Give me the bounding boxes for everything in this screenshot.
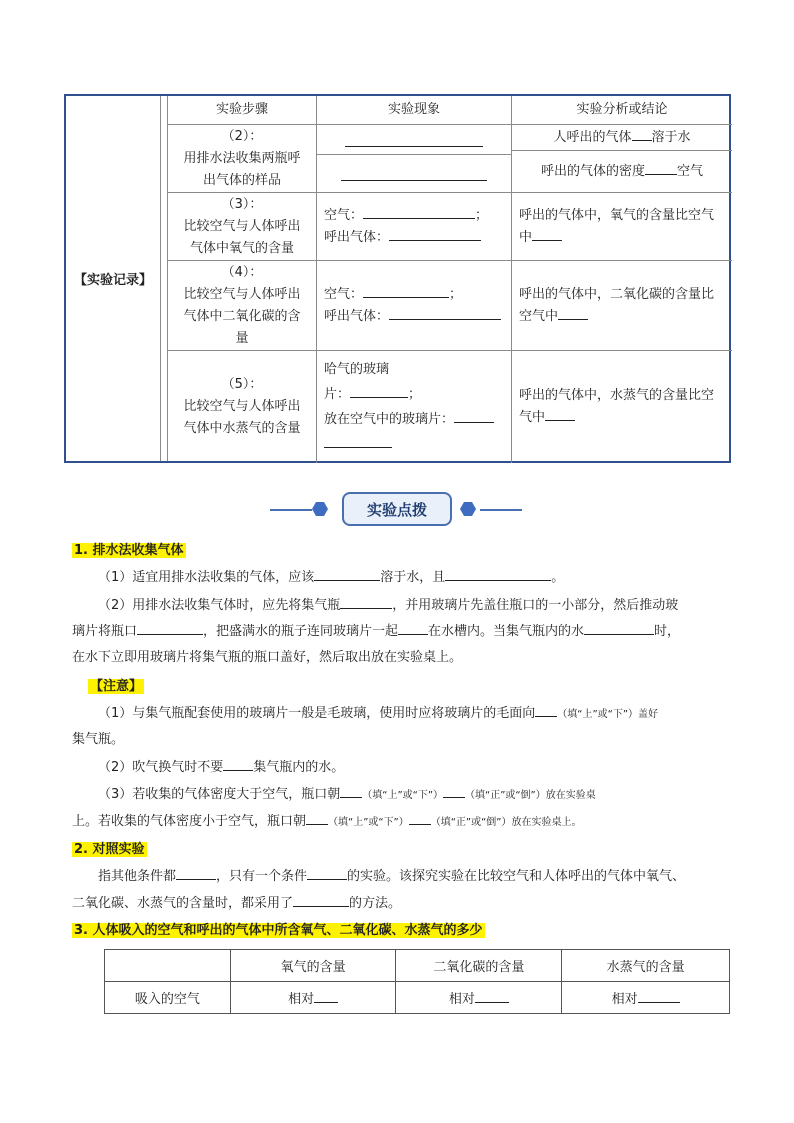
answer-blank[interactable]	[340, 595, 392, 609]
table-header: 二氧化碳的含量	[396, 950, 562, 982]
note-heading: 【注意】	[90, 679, 143, 694]
answer-blank[interactable]	[532, 227, 562, 241]
answer-blank[interactable]	[137, 621, 203, 635]
section-3-heading: 3. 人体吸入的空气和呼出的气体中所含氧气、二氧化碳、水蒸气的多少	[74, 923, 483, 938]
answer-blank[interactable]	[176, 866, 216, 880]
note-2: （2）吹气换气时不要 集气瓶内的水。	[72, 757, 732, 779]
answer-blank[interactable]	[340, 784, 362, 798]
hexagon-icon	[312, 502, 328, 516]
step-3-conclusion: 呼出的气体中，氧气的含量比空气 中	[512, 193, 732, 261]
section-banner	[270, 490, 524, 530]
s1-para-2-cont: 璃片将瓶口 ，把盛满水的瓶子连同玻璃片一起 在水槽内。当集气瓶内的水 时，	[72, 621, 742, 643]
step-4-cell: （4）： 比较空气与人体呼出 气体中二氧化碳的含 量	[168, 261, 317, 351]
answer-blank[interactable]	[454, 409, 494, 423]
answer-blank[interactable]	[443, 784, 465, 798]
record-label: 【实验记录】	[66, 96, 161, 461]
table-cell	[105, 950, 231, 982]
answer-blank[interactable]	[314, 989, 338, 1003]
record-grid	[167, 96, 729, 461]
step-4-conclusion: 呼出的气体中，二氧化碳的含量比 空气中	[512, 261, 732, 351]
answer-blank[interactable]	[363, 284, 449, 298]
section-2-heading: 2. 对照实验	[74, 842, 145, 857]
table-header-row	[105, 950, 730, 982]
answer-blank[interactable]	[638, 989, 680, 1003]
s1-para-2-end: 在水下立即用玻璃片将集气瓶的瓶口盖好，然后取出放在实验桌上。	[72, 650, 463, 665]
step-2-line1: 用排水法收集两瓶呼	[183, 150, 301, 166]
step-4-phenomenon: 空气： ； 呼出气体：	[317, 261, 512, 351]
s1-para-2: （2）用排水法收集气体时，应先将集气瓶 ，并用玻璃片先盖住瓶口的一小部分，然后推动玻	[72, 595, 742, 617]
answer-blank[interactable]	[445, 567, 551, 581]
s2-para-1: 指其他条件都 ，只有一个条件 的实验。该探究实验在比较空气和人体呼出的气体中氧气、	[72, 866, 732, 888]
step-2-phenomenon-a	[317, 125, 512, 155]
table-row	[105, 982, 730, 1014]
answer-blank[interactable]	[341, 167, 487, 181]
answer-blank[interactable]	[307, 866, 347, 880]
note-3: （3）若收集的气体密度大于空气，瓶口朝 （填“上”或“下”） （填“正”或“倒”）放在实验桌	[72, 784, 732, 807]
comparison-table	[104, 949, 730, 1014]
step-5-phenomenon: 哈气的玻璃 片： ； 放在空气中的玻璃片：	[317, 351, 512, 463]
answer-blank[interactable]	[398, 621, 428, 635]
answer-blank[interactable]	[409, 811, 431, 825]
table-header: 氧气的含量	[230, 950, 396, 982]
table-cell: 相对	[396, 982, 562, 1014]
section-1-heading: 1. 排水法收集气体	[74, 543, 184, 558]
table-cell: 相对	[562, 982, 730, 1014]
header-steps: 实验步骤	[168, 96, 317, 125]
table-cell: 相对	[230, 982, 396, 1014]
answer-blank[interactable]	[545, 407, 575, 421]
step-2-conclusion-b: 呼出的气体的密度 空气	[512, 151, 732, 193]
banner-line-right	[480, 509, 522, 511]
answer-blank[interactable]	[584, 621, 654, 635]
step-3-cell: （3）： 比较空气与人体呼出 气体中氧气的含量	[168, 193, 317, 261]
step-2-line2: 出气体的样品	[202, 172, 281, 188]
answer-blank[interactable]	[645, 161, 677, 175]
step-5-conclusion: 呼出的气体中，水蒸气的含量比空 气中	[519, 388, 715, 425]
banner-title: 实验点拨	[342, 492, 452, 526]
step-3-phenomenon: 空气： ； 呼出气体：	[317, 193, 512, 261]
note-3-cont: 上。若收集的气体密度小于空气，瓶口朝 （填“上”或“下”） （填“正”或“倒”）放在实验桌上。	[72, 811, 732, 834]
experiment-record-table	[64, 94, 731, 463]
header-phenomena: 实验现象	[317, 96, 512, 125]
answer-blank[interactable]	[306, 811, 328, 825]
answer-blank[interactable]	[475, 989, 509, 1003]
answer-blank[interactable]	[363, 205, 475, 219]
table-header: 水蒸气的含量	[562, 950, 730, 982]
s1-para-1: （1）适宜用排水法收集的气体，应该 溶于水，且 。	[72, 567, 732, 589]
step-2-conclusion-a: 人呼出的气体 溶于水	[512, 125, 732, 151]
step-5-cell: （5）： 比较空气与人体呼出 气体中水蒸气的含量	[168, 351, 317, 463]
answer-blank[interactable]	[535, 703, 557, 717]
step-2-cell	[168, 125, 317, 193]
step-2-phenomenon-b	[317, 155, 512, 193]
row-label: 吸入的空气	[105, 982, 231, 1014]
answer-blank[interactable]	[223, 757, 253, 771]
answer-blank[interactable]	[350, 384, 408, 398]
note-1: （1）与集气瓶配套使用的玻璃片一般是毛玻璃，使用时应将玻璃片的毛面向 （填“上”或“下”）盖好	[72, 703, 732, 726]
answer-blank[interactable]	[389, 306, 501, 320]
answer-blank[interactable]	[314, 567, 380, 581]
hexagon-icon	[460, 502, 476, 516]
note-1-cont: 集气瓶。	[72, 732, 125, 747]
step-2-number: （2）：	[221, 128, 263, 144]
answer-blank[interactable]	[389, 227, 481, 241]
answer-blank[interactable]	[324, 434, 392, 448]
banner-line-left	[270, 509, 312, 511]
answer-blank[interactable]	[293, 893, 349, 907]
header-analysis: 实验分析或结论	[512, 96, 732, 125]
answer-blank[interactable]	[632, 127, 652, 141]
answer-blank[interactable]	[558, 306, 588, 320]
s2-para-2: 二氧化碳、水蒸气的含量时，都采用了 的方法。	[72, 893, 732, 915]
answer-blank[interactable]	[345, 133, 483, 147]
